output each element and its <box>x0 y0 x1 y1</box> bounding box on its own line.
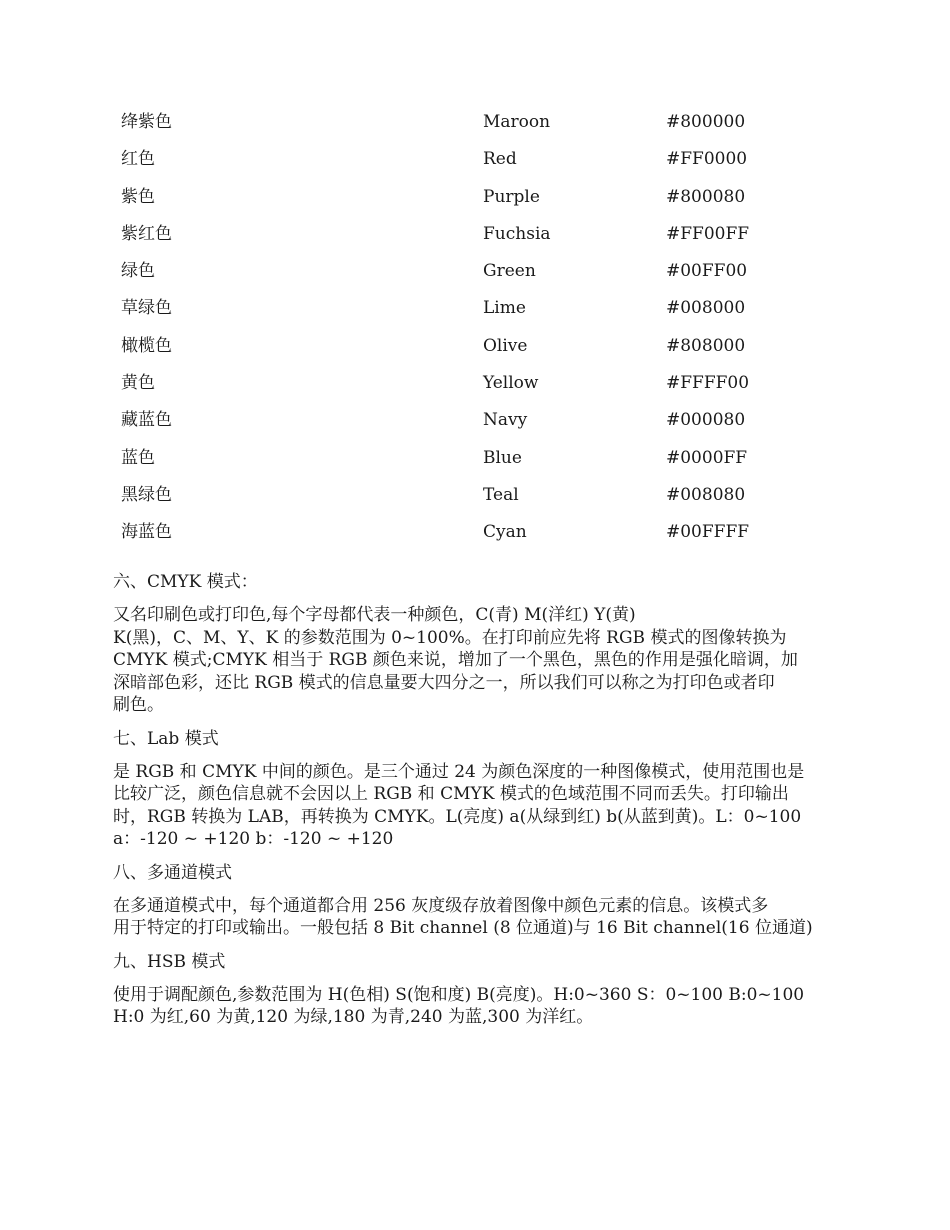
color-english-name: Red <box>483 149 517 170</box>
color-hex-code: #FF00FF <box>666 223 750 244</box>
color-chinese-name: 紫色 <box>121 186 155 207</box>
color-hex-code: #00FFFF <box>666 522 750 543</box>
color-chinese-name: 海蓝色 <box>121 522 172 543</box>
paragraph-line: 使用于调配颜色,参数范围为 H(色相) S(饱和度) B(亮度)。H:0~360 S：0~100 B:0~100 <box>113 984 805 1005</box>
table-row <box>0 179 950 216</box>
paragraph-line: 比较广泛，颜色信息就不会因以上 RGB 和 CMYK 模式的色域范围不同而丢失。打印输出 <box>113 784 789 804</box>
color-chinese-name: 绛紫色 <box>121 112 172 132</box>
color-chinese-name: 蓝色 <box>121 447 155 468</box>
paragraph-line: CMYK 模式;CMYK 相当于 RGB 颜色来说，增加了一个黑色，黑色的作用是强化暗调，加 <box>113 650 798 670</box>
color-hex-code: #808000 <box>666 335 746 356</box>
table-row <box>0 328 950 365</box>
color-english-name: Olive <box>483 335 528 356</box>
color-hex-code: #FF0000 <box>666 149 748 170</box>
color-english-name: Navy <box>483 410 528 431</box>
color-hex-code: #008000 <box>666 298 746 319</box>
table-row <box>0 290 950 327</box>
paragraph-line: H:0 为红,60 为黄,120 为绿,180 为青,240 为蓝,300 为洋红。 <box>113 1007 594 1027</box>
color-chinese-name: 黄色 <box>121 373 155 394</box>
paragraph-line: 是 RGB 和 CMYK 中间的颜色。是三个通过 24 为颜色深度的一种图像模式，使用范围也是 <box>113 761 805 782</box>
color-chinese-name: 藏蓝色 <box>121 410 172 431</box>
table-row <box>0 514 950 551</box>
table-row <box>0 253 950 290</box>
color-chinese-name: 红色 <box>121 149 155 170</box>
multichannel-paragraph <box>113 895 848 940</box>
table-row <box>0 216 950 253</box>
color-hex-code: #800000 <box>666 112 746 132</box>
color-hex-code: #00FF00 <box>666 261 748 282</box>
section-heading-cmyk: 六、CMYK 模式： <box>113 572 258 592</box>
color-english-name: Fuchsia <box>483 223 551 244</box>
color-english-name: Blue <box>483 447 522 468</box>
color-hex-code: #000080 <box>666 410 746 431</box>
color-hex-code: #800080 <box>666 186 746 207</box>
paragraph-line: a：-120 ~ +120 b：-120 ~ +120 <box>113 829 394 849</box>
color-english-name: Maroon <box>483 112 551 132</box>
lab-paragraph <box>113 761 848 851</box>
color-hex-code: #0000FF <box>666 447 748 468</box>
table-row <box>0 104 950 141</box>
table-row <box>0 477 950 514</box>
document-body <box>113 571 848 1040</box>
color-english-name: Lime <box>483 298 526 319</box>
color-english-name: Teal <box>483 484 519 505</box>
section-heading-hsb: 九、HSB 模式 <box>113 951 226 972</box>
color-hex-code: #008080 <box>666 484 746 505</box>
table-row <box>0 141 950 178</box>
paragraph-line: 又名印刷色或打印色,每个字母都代表一种颜色，C(青) M(洋红) Y(黄) <box>113 605 636 625</box>
color-chinese-name: 草绿色 <box>121 298 172 319</box>
table-row <box>0 440 950 477</box>
table-row <box>0 402 950 439</box>
color-english-name: Yellow <box>483 373 539 394</box>
color-english-name: Purple <box>483 186 540 207</box>
hsb-paragraph <box>113 984 848 1029</box>
color-chinese-name: 黑绿色 <box>121 484 172 505</box>
paragraph-line: K(黑)，C、M、Y、K 的参数范围为 0~100%。在打印前应先将 RGB 模式的图像转换为 <box>113 627 787 648</box>
cmyk-paragraph <box>113 604 848 717</box>
color-english-name: Green <box>483 261 536 282</box>
color-hex-code: #FFFF00 <box>666 373 750 394</box>
section-heading-lab: 七、Lab 模式 <box>113 728 219 749</box>
paragraph-line: 深暗部色彩，还比 RGB 模式的信息量要大四分之一，所以我们可以称之为打印色或者印 <box>113 672 775 693</box>
table-row <box>0 365 950 402</box>
paragraph-line: 在多通道模式中，每个通道都合用 256 灰度级存放着图像中颜色元素的信息。该模式多 <box>113 895 769 916</box>
paragraph-line: 刷色。 <box>113 695 164 715</box>
paragraph-line: 时，RGB 转换为 LAB，再转换为 CMYK。L(亮度) a(从绿到红) b(从蓝到黄)。L：0~100 <box>113 806 802 827</box>
color-english-name: Cyan <box>483 522 527 543</box>
color-chinese-name: 橄榄色 <box>121 335 172 356</box>
color-table <box>0 104 950 552</box>
color-chinese-name: 绿色 <box>121 261 155 282</box>
paragraph-line: 用于特定的打印或输出。一般包括 8 Bit channel (8 位通道)与 16 Bit channel(16 位通道) <box>113 918 813 938</box>
section-heading-multichannel: 八、多通道模式 <box>113 862 232 883</box>
color-chinese-name: 紫红色 <box>121 223 172 244</box>
